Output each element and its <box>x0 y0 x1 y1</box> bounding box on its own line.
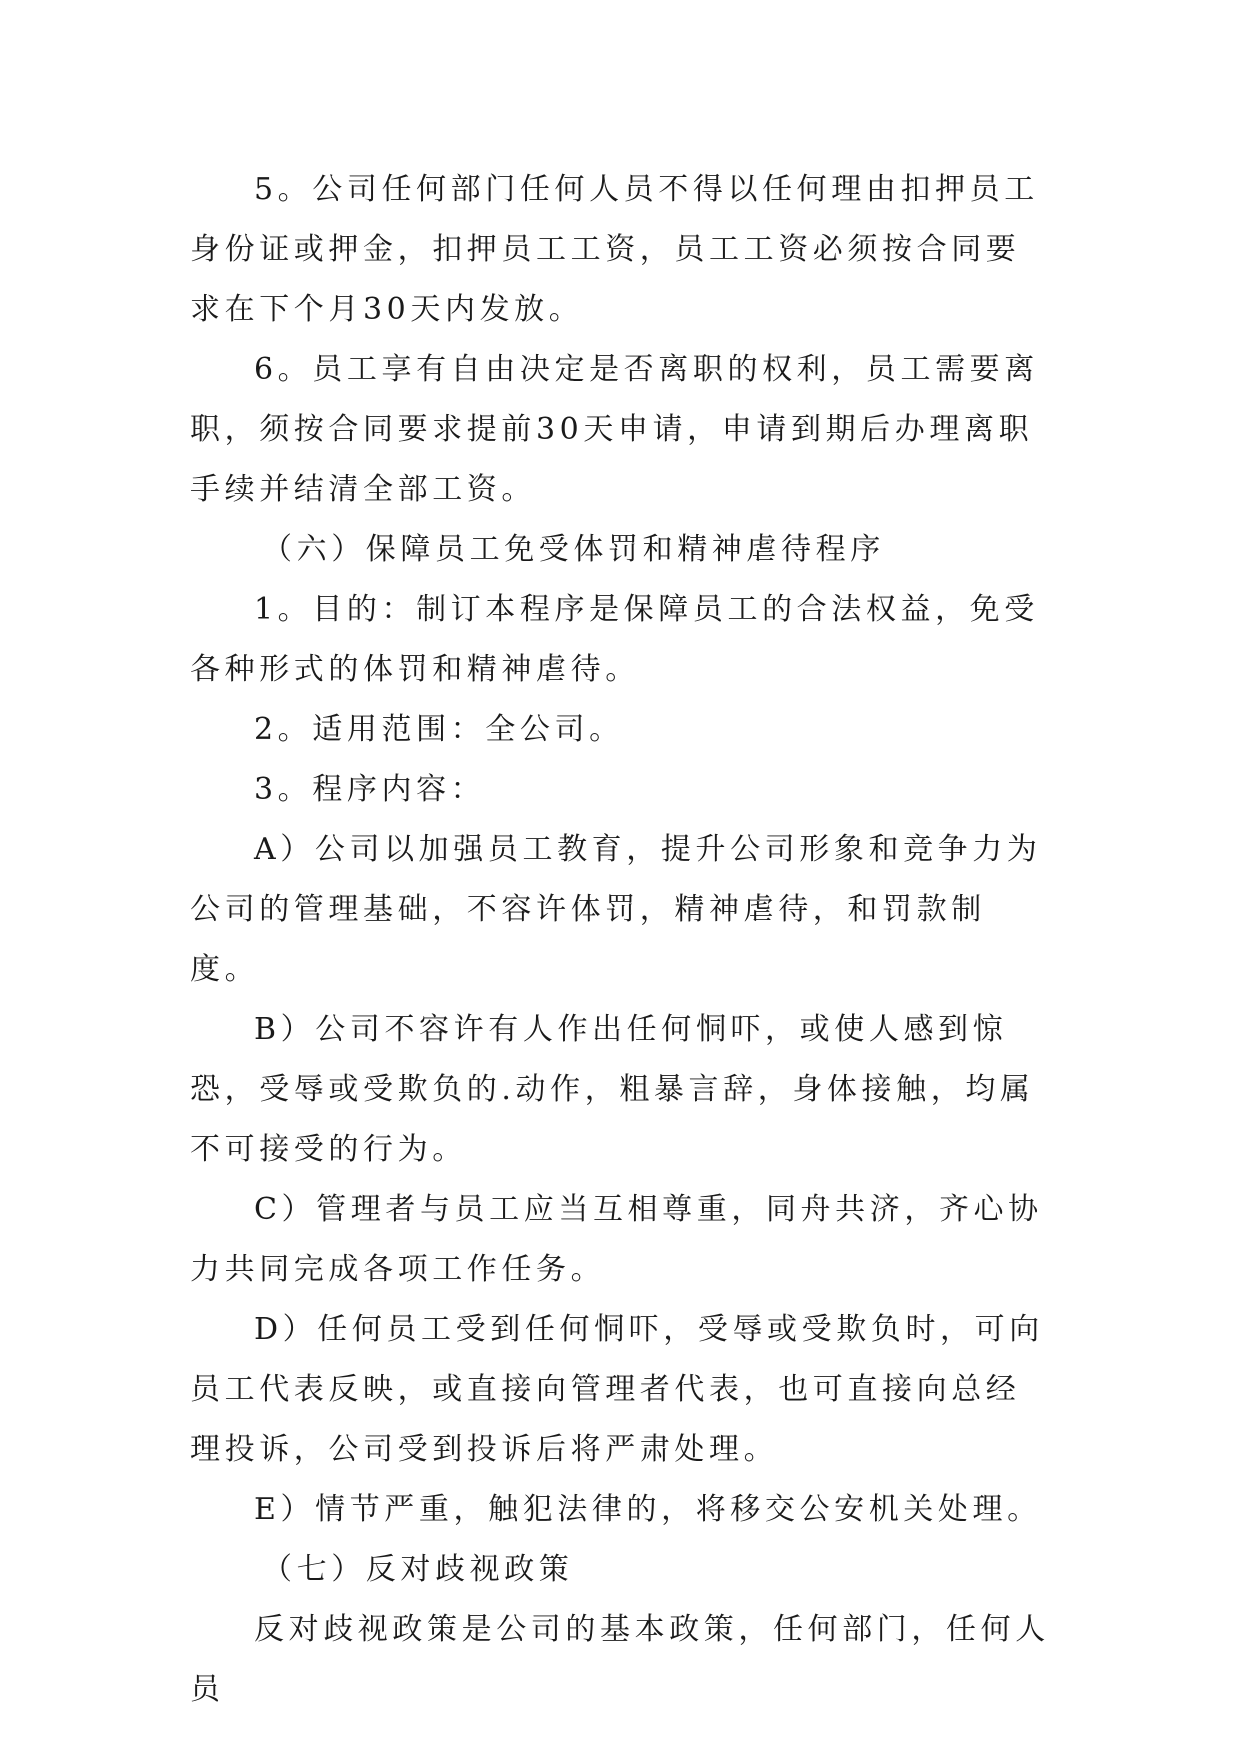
section-heading-7: （七）反对歧视政策 <box>262 1552 574 1587</box>
paragraph-anti-discrimination: 反对歧视政策是公司的基本政策，任何部门，任何人员 <box>190 1612 1050 1707</box>
paragraph-item-6-resignation: 6。员工享有自由决定是否离职的权利，员工需要离职，须按合同要求提前30天申请，申请到期后办理离职手续并结清全部工资。 <box>190 352 1039 507</box>
section-heading-6: （六）保障员工免受体罚和精神虐待程序 <box>262 532 885 567</box>
paragraph-item-d: D）任何员工受到任何恫吓，受辱或受欺负时，可向员工代表反映，或直接向管理者代表，也可直接向总经理投诉，公司受到投诉后将严肃处理。 <box>190 1312 1044 1467</box>
paragraph-item-c: C）管理者与员工应当互相尊重，同舟共济，齐心协力共同完成各项工作任务。 <box>190 1192 1043 1287</box>
paragraph-item-5-withholding: 5。公司任何部门任何人员不得以任何理由扣押员工身份证或押金，扣押员工工资，员工工资必须按合同要求在下个月30天内发放。 <box>190 172 1039 327</box>
paragraph-item-b: B）公司不容许有人作出任何恫吓，或使人感到惊恐，受辱或受欺负的.动作，粗暴言辞，身体接触，均属不可接受的行为。 <box>190 1012 1035 1167</box>
paragraph-purpose: 1。目的：制订本程序是保障员工的合法权益，免受各种形式的体罚和精神虐待。 <box>190 592 1039 687</box>
paragraph-scope: 2。适用范围：全公司。 <box>254 712 624 747</box>
document-body <box>190 160 1050 1720</box>
paragraph-item-a: A）公司以加强员工教育，提升公司形象和竞争力为公司的管理基础，不容许体罚，精神虐待，和罚款制度。 <box>190 832 1042 987</box>
paragraph-procedure-content: 3。程序内容： <box>254 772 486 807</box>
paragraph-item-e: E）情节严重，触犯法律的，将移交公安机关处理。 <box>254 1492 1042 1527</box>
